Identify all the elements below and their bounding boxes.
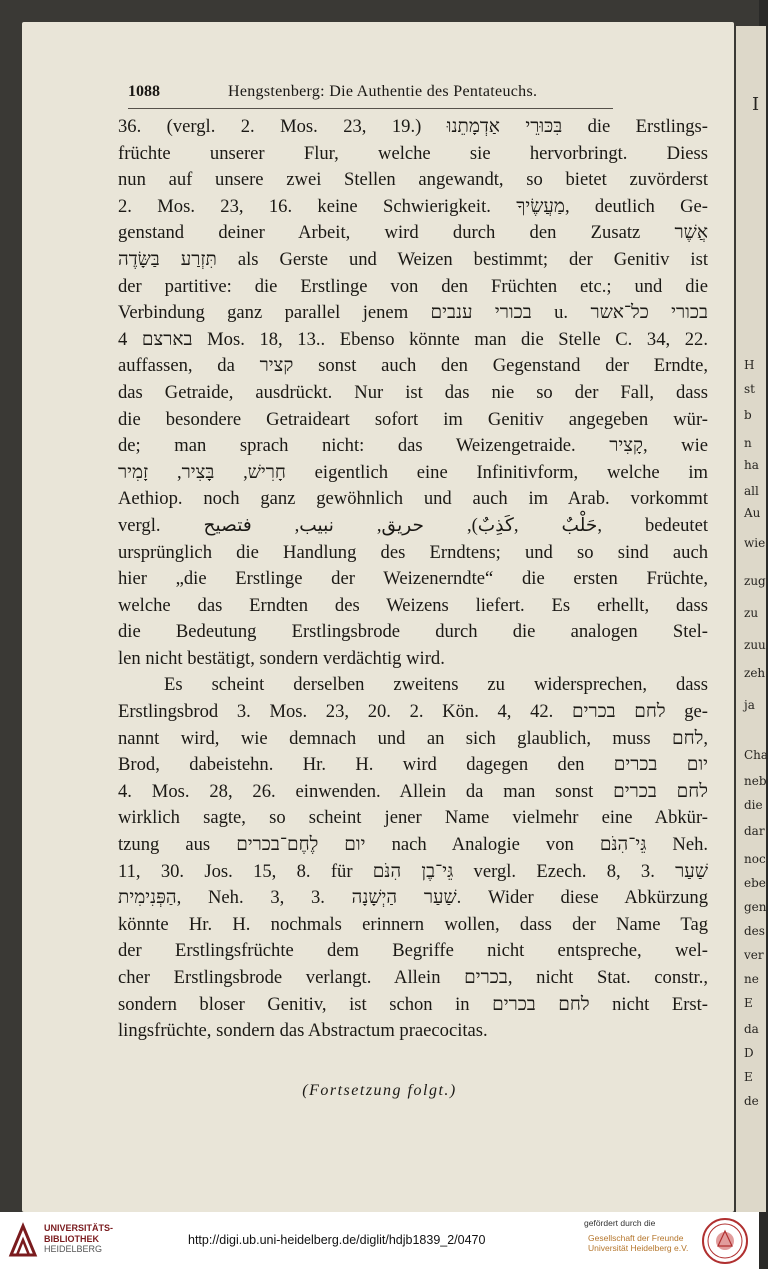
running-title: Hengstenberg: Die Authentie des Pentateuchs.	[228, 83, 538, 100]
text-line: תִּזְרַע בַּשָּׂדֶה als Gerste und Weizen bestimmt; der Genitiv ist	[118, 248, 708, 270]
adjacent-page-fragment: noc	[744, 852, 766, 866]
library-logo-icon[interactable]	[8, 1222, 38, 1258]
text-line: de; man sprach nicht: das Weizengetraide. קָצִיר, wie	[118, 435, 708, 457]
text-line: tzung aus יום לֶחֶם־בכרים nach Analogie von גֵּי־הִנֹּם Neh.	[118, 834, 709, 856]
text-line: wirklich sagte, so scheint jener Name vielmehr eine Abkür-	[118, 807, 708, 829]
text-line: welche das Erndten des Weizens liefert. Es erhellt, dass	[118, 594, 708, 616]
text-line: der partitive: die Erstlinge von den Früchten etc.; und die	[118, 275, 708, 297]
text-line: die besondere Getraideart sofort im Genitiv angegeben wür-	[118, 408, 708, 430]
sponsor-label: gefördert durch die	[584, 1218, 656, 1228]
adjacent-page-fragment: ebe	[744, 876, 766, 890]
university-seal-icon	[700, 1216, 750, 1266]
adjacent-page-fragment: Au	[744, 506, 761, 520]
text-line: cher Erstlingsbrode verlangt. Allein בכרים, nicht Stat. constr.,	[118, 967, 708, 988]
text-line: hier „die Erstlinge der Weizenerndte“ die ersten Früchte,	[118, 568, 708, 590]
permalink-url[interactable]: http://digi.ub.uni-heidelberg.de/diglit/hdjb1839_2/0470	[188, 1233, 486, 1247]
text-line: len nicht bestätigt, sondern verdächtig wird.	[118, 647, 445, 669]
text-line: auffassen, da קציר sonst auch den Gegenstand der Erndte,	[118, 355, 708, 377]
library-name-line: BIBLIOTHEK	[44, 1233, 99, 1244]
adjacent-page-fragment: E	[744, 1070, 753, 1084]
text-line: Brod, dabeistehn. Hr. H. wird dagegen den יום בכרים	[118, 754, 708, 776]
text-line: 4. Mos. 28, 26. einwenden. Allein da man sonst לחם בכרים	[118, 780, 708, 802]
running-head	[128, 83, 613, 101]
page-number: 1088	[128, 83, 160, 100]
text-line: nannt wird, wie demnach und an sich glaublich, muss לחם,	[118, 727, 708, 749]
text-line: 2. Mos. 23, 16. keine Schwierigkeit. מַעֲשֶׂיךָ, deutlich Ge-	[118, 195, 708, 217]
text-line: ursprünglich die Handlung des Erndtens; und so sind auch	[118, 541, 708, 563]
sponsor-line: Universität Heidelberg e.V.	[588, 1243, 689, 1253]
text-line: das Getraide, ausdrückt. Nur ist das nie so der Fall, dass	[118, 381, 708, 403]
adjacent-page-fragment: st	[744, 382, 755, 396]
text-line: Erstlingsbrod 3. Mos. 23, 20. 2. Kön. 4, 42. לחם בכרים ge-	[118, 701, 708, 723]
adjacent-page-fragment: I	[752, 94, 760, 115]
adjacent-page-fragment: ver	[744, 948, 764, 962]
text-line: Es scheint derselben zweitens zu widersprechen, dass	[164, 674, 708, 696]
adjacent-page-edge	[736, 26, 766, 1212]
sponsor-name[interactable]	[588, 1233, 688, 1253]
library-name[interactable]	[44, 1223, 113, 1255]
adjacent-page-fragment: de	[744, 1094, 759, 1108]
text-line: früchte unserer Flur, welche sie hervorbringt. Diess	[118, 142, 708, 164]
body-text	[118, 114, 708, 1045]
adjacent-page-fragment: zuu	[744, 638, 766, 652]
adjacent-page-fragment: ja	[744, 698, 755, 712]
adjacent-page-fragment: n	[744, 436, 752, 450]
text-line: nun auf unsere zwei Stellen angewandt, so bietet zuvörderst	[118, 169, 708, 191]
text-line: könnte Hr. H. nochmals erinnern wollen, dass der Name Tag	[118, 913, 708, 935]
adjacent-page-fragment: da	[744, 1022, 759, 1036]
adjacent-page-fragment: ne	[744, 972, 759, 986]
continuation-note: (Fortsetzung folgt.)	[302, 1082, 457, 1099]
adjacent-page-fragment: wie	[744, 536, 766, 550]
adjacent-page-fragment: zug	[744, 574, 766, 588]
text-line: 36. (vergl. 2. Mos. 23, 19.) בִּכּוּרֵי אַדְמָתֵנוּ die Erstlings-	[118, 116, 708, 137]
adjacent-page-fragment: gen	[744, 900, 767, 914]
adjacent-page-fragment: E	[744, 996, 753, 1010]
adjacent-page-fragment: des	[744, 924, 765, 938]
text-line: הַפְּנִימִית, Neh. 3, 3. שַׁעַר הַיְשָׁנָה. Wider diese Abkürzung	[118, 887, 708, 909]
text-line: sondern bloser Genitiv, ist schon in לחם בכרים nicht Erst-	[118, 993, 708, 1015]
viewer-footer	[0, 1212, 759, 1269]
text-line: genstand deiner Arbeit, wird durch den Zusatz אֲשֶׁר	[118, 222, 708, 244]
adjacent-page-fragment: Cha	[744, 748, 768, 762]
text-line: חָרִישׁ, בָּצִיר, זָמִיר eigentlich eine Infinitivform, welche im	[118, 461, 708, 483]
header-rule	[128, 108, 613, 109]
text-line: lingsfrüchte, sondern das Abstractum praecocitas.	[118, 1020, 488, 1042]
text-line: vergl. حَلْبٌ ,كَذِبٌ), حريق, نبيب, فتصيح, bedeutet	[118, 514, 708, 536]
text-line: 11, 30. Jos. 15, 8. für גֵּי־בֶן הִנֹּם vergl. Ezech. 8, 3. שַׁעַר	[118, 860, 708, 882]
adjacent-page-fragment: zeh	[744, 666, 766, 680]
adjacent-page-fragment: ha	[744, 458, 759, 472]
adjacent-page-fragment: b	[744, 408, 752, 422]
text-line: בארצם 4 Mos. 18, 13.. Ebenso könnte man die Stelle C. 34, 22.	[118, 328, 709, 350]
text-line: die Bedeutung Erstlingsbrode durch die analogen Stel-	[118, 621, 708, 643]
adjacent-page-fragment: H	[744, 358, 755, 372]
adjacent-page-fragment: all	[744, 484, 759, 498]
adjacent-page-fragment: die	[744, 798, 763, 812]
text-line: Verbindung ganz parallel jenem בכורי ענבים u. בכורי כל־אשר	[118, 302, 708, 324]
adjacent-page-fragment: D	[744, 1046, 754, 1060]
library-name-line: HEIDELBERG	[44, 1244, 103, 1254]
sponsor-line: Gesellschaft der Freunde	[588, 1233, 684, 1243]
library-name-line: UNIVERSITÄTS-	[44, 1223, 114, 1233]
text-line: Aethiop. noch ganz gewöhnlich und auch im Arab. vorkommt	[118, 488, 708, 510]
adjacent-page-fragment: dar	[744, 824, 765, 838]
adjacent-page-fragment: zu	[744, 606, 759, 620]
text-line: der Erstlingsfrüchte dem Begriffe nicht entspreche, wel-	[118, 940, 708, 962]
adjacent-page-fragment: neb	[744, 774, 767, 788]
